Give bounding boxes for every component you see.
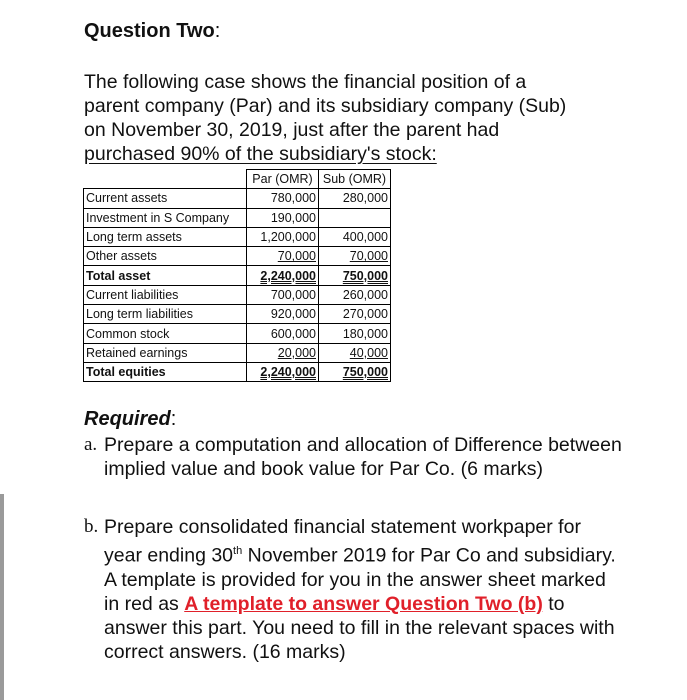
scroll-indicator[interactable]	[0, 494, 4, 700]
intro-paragraph	[84, 70, 644, 166]
requirement-b-letter: b.	[84, 516, 99, 537]
question-title: Question Two:	[84, 20, 221, 42]
par-value: 700,000	[247, 285, 319, 304]
table-row	[84, 208, 391, 227]
table-row	[84, 343, 391, 362]
row-label: Total asset	[84, 266, 247, 285]
required-heading: Required:	[84, 408, 177, 430]
intro-line-3: on November 30, 2019, just after the parent had	[84, 119, 500, 141]
requirement-b-text: Prepare consolidated financial statement workpaper for year ending 30th November 2019 for Par Co and subsidiary. A template is provided for you in the answer sheet marked in red as A template to answer Question Two (b) to answer this part. You need to fill in the relevant spaces with correct answers. (16 marks)	[104, 516, 616, 663]
par-value: 920,000	[247, 305, 319, 324]
sub-value: 750,000	[319, 362, 391, 381]
table-row	[84, 285, 391, 304]
table-row	[84, 189, 391, 208]
table-row	[84, 305, 391, 324]
requirement-a-letter: a.	[84, 434, 98, 455]
row-label: Long term assets	[84, 227, 247, 246]
header-empty-cell	[84, 170, 247, 189]
row-label: Retained earnings	[84, 343, 247, 362]
table-row	[84, 227, 391, 246]
par-value: 2,240,000	[247, 362, 319, 381]
par-value: 600,000	[247, 324, 319, 343]
requirement-a	[84, 433, 624, 481]
sub-value: 270,000	[319, 305, 391, 324]
row-label: Current assets	[84, 189, 247, 208]
row-label: Total equities	[84, 362, 247, 381]
row-label: Long term liabilities	[84, 305, 247, 324]
header-sub: Sub (OMR)	[319, 170, 391, 189]
intro-line-2: parent company (Par) and its subsidiary company (Sub)	[84, 95, 567, 117]
sub-value: 750,000	[319, 266, 391, 285]
sub-value	[319, 208, 391, 227]
financial-position-table	[83, 169, 391, 382]
par-value: 1,200,000	[247, 227, 319, 246]
requirement-b	[84, 515, 624, 664]
par-value: 190,000	[247, 208, 319, 227]
header-par: Par (OMR)	[247, 170, 319, 189]
par-value: 2,240,000	[247, 266, 319, 285]
sub-value: 180,000	[319, 324, 391, 343]
template-link[interactable]: A template to answer Question Two (b)	[184, 592, 543, 615]
requirement-a-text: Prepare a computation and allocation of Difference between implied value and book value for Par Co. (6 marks)	[104, 434, 622, 480]
par-value: 20,000	[247, 343, 319, 362]
table-row	[84, 362, 391, 381]
row-label: Common stock	[84, 324, 247, 343]
intro-line-4: purchased 90% of the subsidiary's stock:	[84, 143, 437, 165]
intro-line-1: The following case shows the financial position of a	[84, 71, 527, 93]
par-value: 780,000	[247, 189, 319, 208]
table-row	[84, 324, 391, 343]
row-label: Investment in S Company	[84, 208, 247, 227]
ordinal-suffix: th	[233, 545, 243, 557]
sub-value: 260,000	[319, 285, 391, 304]
par-value: 70,000	[247, 247, 319, 266]
row-label: Other assets	[84, 247, 247, 266]
sub-value: 70,000	[319, 247, 391, 266]
table-row	[84, 266, 391, 285]
sub-value: 400,000	[319, 227, 391, 246]
table-row	[84, 247, 391, 266]
sub-value: 40,000	[319, 343, 391, 362]
sub-value: 280,000	[319, 189, 391, 208]
row-label: Current liabilities	[84, 285, 247, 304]
